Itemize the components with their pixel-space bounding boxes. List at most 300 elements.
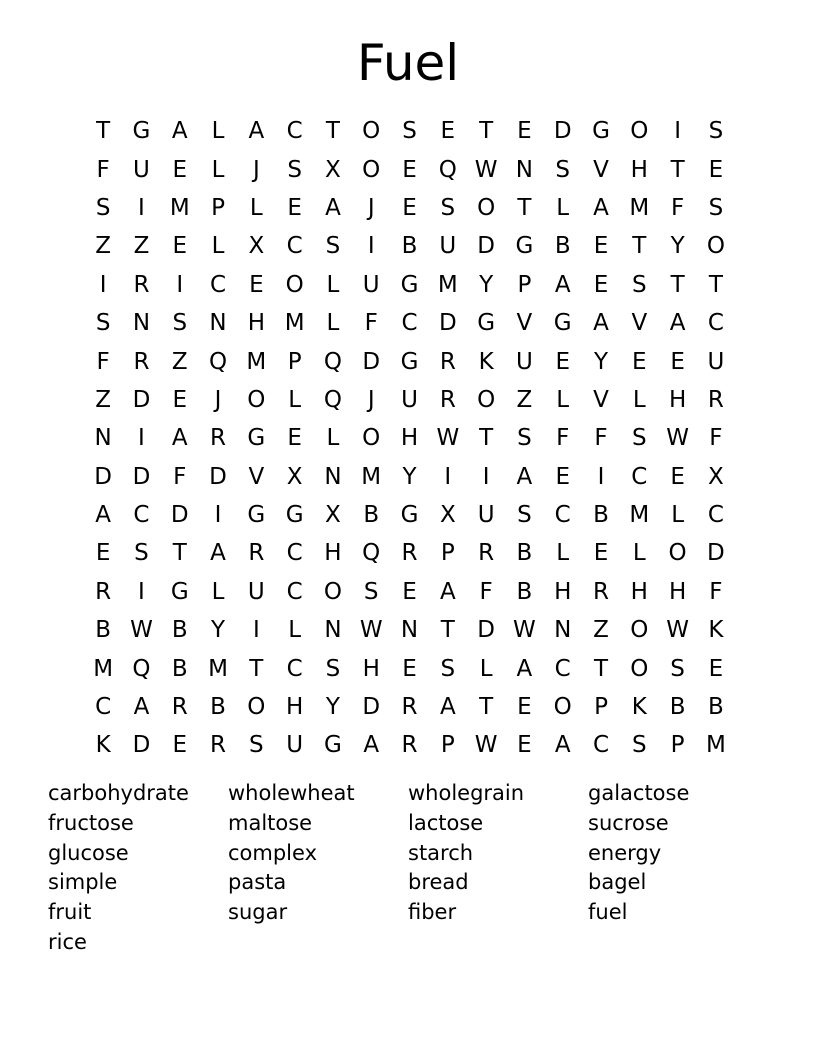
grid-letter: D: [132, 732, 151, 759]
grid-letter: W: [474, 732, 498, 759]
grid-letter: E: [593, 233, 609, 260]
grid-letter: B: [554, 233, 571, 260]
grid-letter: N: [554, 617, 572, 644]
grid-letter: T: [249, 655, 264, 682]
word-bank-item: bread: [408, 870, 469, 895]
grid-letter: Q: [438, 156, 457, 183]
grid-letter: G: [247, 425, 266, 452]
word-bank-item: glucose: [48, 840, 129, 865]
grid-letter: Z: [95, 233, 112, 260]
grid-letter: N: [209, 310, 227, 337]
word-bank-item: complex: [228, 840, 317, 865]
word-bank-item: galactose: [588, 781, 690, 805]
grid-letter: S: [670, 655, 685, 682]
grid-letter: O: [362, 118, 381, 145]
grid-letter: C: [592, 732, 610, 759]
grid-letter: W: [666, 617, 689, 644]
grid-row: [84, 611, 735, 649]
grid-letter: P: [594, 694, 608, 721]
grid-letter: Z: [593, 617, 609, 644]
grid-letter: R: [248, 540, 265, 567]
grid-row: [84, 649, 735, 687]
grid-letter: H: [630, 156, 648, 183]
grid-letter: U: [247, 578, 265, 605]
grid-letter: S: [134, 540, 149, 567]
grid-letter: D: [170, 502, 189, 529]
grid-letter: B: [171, 655, 188, 682]
grid-letter: D: [438, 310, 457, 337]
grid-letter: X: [439, 502, 456, 529]
grid-letter: H: [668, 386, 687, 413]
grid-letter: C: [286, 118, 303, 145]
grid-letter: S: [325, 233, 341, 260]
grid-letter: T: [517, 194, 532, 221]
grid-letter: G: [324, 732, 342, 759]
grid-letter: Y: [211, 617, 226, 644]
grid-letter: D: [362, 694, 381, 721]
grid-letter: L: [632, 540, 646, 567]
grid-letter: R: [401, 694, 418, 721]
grid-letter: X: [325, 156, 341, 183]
grid-letter: H: [362, 655, 380, 682]
grid-letter: E: [708, 156, 724, 183]
grid-letter: Y: [593, 348, 609, 375]
grid-letter: L: [556, 194, 570, 221]
grid-letter: A: [593, 310, 609, 337]
grid-letter: B: [171, 617, 188, 644]
grid-letter: U: [477, 502, 495, 529]
grid-letter: Y: [479, 271, 494, 298]
grid-letter: O: [477, 194, 496, 221]
grid-letter: M: [705, 732, 726, 759]
grid-letter: Y: [402, 463, 417, 490]
grid-letter: L: [479, 655, 493, 682]
grid-letter: D: [209, 463, 227, 490]
grid-letter: O: [247, 694, 266, 721]
grid-letter: W: [474, 156, 498, 183]
grid-letter: B: [516, 578, 533, 605]
word-bank-item: fructose: [48, 810, 134, 835]
grid-letter: S: [517, 425, 532, 452]
grid-letter: P: [440, 540, 455, 567]
grid-letter: I: [482, 463, 490, 490]
grid-row: [84, 726, 735, 764]
grid-letter: B: [708, 694, 724, 721]
grid-letter: T: [593, 655, 609, 682]
grid-letter: M: [246, 348, 267, 375]
grid-letter: C: [286, 655, 303, 682]
grid-letter: C: [631, 463, 648, 490]
grid-letter: F: [96, 348, 110, 375]
grid-letter: O: [477, 386, 496, 413]
word-bank-item: simple: [48, 870, 118, 895]
grid-letter: M: [361, 463, 382, 490]
grid-letter: B: [95, 617, 112, 644]
grid-letter: M: [629, 194, 650, 221]
grid-letter: G: [553, 310, 572, 337]
grid-letter: S: [440, 194, 456, 221]
grid-letter: L: [632, 386, 646, 413]
grid-letter: S: [632, 271, 647, 298]
grid-letter: T: [325, 118, 340, 145]
grid-letter: T: [708, 271, 723, 298]
grid-letter: S: [402, 118, 417, 145]
grid-letter: K: [95, 732, 111, 759]
grid-letter: R: [439, 348, 456, 375]
grid-letter: A: [669, 310, 686, 337]
grid-letter: N: [400, 617, 419, 644]
grid-letter: C: [286, 540, 303, 567]
grid-letter: S: [95, 194, 111, 221]
grid-row: [84, 150, 735, 188]
grid-letter: M: [437, 271, 458, 298]
grid-letter: T: [632, 233, 647, 260]
grid-letter: E: [402, 156, 417, 183]
word-bank-item: maltose: [228, 810, 313, 835]
grid-letter: G: [247, 502, 266, 529]
grid-letter: H: [285, 694, 304, 721]
grid-letter: R: [210, 425, 227, 452]
grid-letter: L: [556, 540, 570, 567]
grid-letter: L: [326, 425, 340, 452]
grid-letter: P: [670, 732, 685, 759]
grid-letter: N: [324, 617, 342, 644]
grid-letter: Q: [323, 348, 342, 375]
grid-letter: F: [709, 425, 723, 452]
word-bank-item: fiber: [408, 900, 457, 925]
grid-row: [84, 189, 735, 227]
grid-letter: V: [593, 156, 609, 183]
grid-letter: A: [171, 425, 188, 452]
grid-letter: C: [707, 502, 724, 529]
grid-letter: Z: [95, 386, 112, 413]
grid-letter: E: [402, 578, 417, 605]
grid-letter: S: [708, 118, 724, 145]
grid-letter: S: [517, 502, 532, 529]
grid-letter: K: [708, 617, 724, 644]
grid-letter: D: [362, 348, 381, 375]
grid-letter: D: [707, 540, 725, 567]
grid-letter: S: [632, 425, 647, 452]
word-bank-item: wholewheat: [228, 781, 355, 805]
grid-letter: A: [95, 502, 112, 529]
grid-letter: C: [401, 310, 418, 337]
grid-letter: E: [172, 233, 188, 260]
grid-letter: I: [138, 578, 145, 605]
word-bank-item: sugar: [228, 900, 288, 925]
grid-letter: R: [171, 694, 188, 721]
grid-letter: L: [288, 386, 302, 413]
grid-letter: L: [556, 386, 570, 413]
grid-letter: I: [597, 463, 605, 490]
grid-letter: H: [400, 425, 419, 452]
grid-letter: E: [287, 194, 302, 221]
grid-letter: S: [363, 578, 379, 605]
grid-row: [84, 573, 735, 611]
grid-letter: X: [708, 463, 724, 490]
grid-letter: I: [214, 502, 222, 529]
grid-letter: F: [364, 310, 378, 337]
grid-letter: V: [593, 386, 609, 413]
grid-letter: E: [670, 348, 685, 375]
grid-letter: M: [629, 502, 650, 529]
grid-letter: V: [516, 310, 533, 337]
grid-row: [84, 304, 735, 342]
grid-letter: W: [130, 617, 153, 644]
grid-letter: H: [668, 578, 687, 605]
grid-letter: A: [516, 463, 533, 490]
grid-letter: Q: [323, 386, 342, 413]
grid-letter: H: [324, 540, 342, 567]
grid-row: [84, 534, 735, 572]
grid-letter: L: [249, 194, 263, 221]
grid-letter: G: [477, 310, 496, 337]
grid-letter: D: [553, 118, 572, 145]
grid-letter: C: [554, 655, 571, 682]
grid-letter: Z: [516, 386, 533, 413]
grid-letter: A: [325, 194, 341, 221]
grid-letter: A: [171, 118, 188, 145]
grid-letter: B: [401, 233, 418, 260]
grid-letter: U: [133, 156, 150, 183]
grid-letter: E: [172, 386, 188, 413]
grid-letter: U: [707, 348, 725, 375]
grid-letter: R: [401, 732, 418, 759]
grid-letter: P: [517, 271, 532, 298]
grid-letter: G: [515, 233, 534, 260]
word-bank-item: carbohydrate: [48, 781, 189, 805]
word-bank-item: sucrose: [588, 810, 669, 835]
grid-letter: I: [138, 425, 145, 452]
grid-letter: Y: [325, 694, 340, 721]
grid-letter: U: [401, 386, 418, 413]
grid-letter: J: [214, 386, 222, 413]
grid-letter: O: [668, 540, 687, 567]
grid-row: [84, 496, 735, 534]
grid-letter: A: [593, 194, 609, 221]
grid-letter: S: [95, 310, 111, 337]
grid-letter: I: [367, 233, 375, 260]
grid-letter: A: [133, 694, 150, 721]
grid-letter: I: [176, 271, 184, 298]
grid-letter: M: [169, 194, 190, 221]
grid-letter: P: [211, 194, 225, 221]
grid-letter: Q: [208, 348, 228, 375]
grid-letter: F: [594, 425, 608, 452]
grid-letter: N: [515, 156, 534, 183]
grid-letter: P: [440, 732, 455, 759]
grid-letter: W: [513, 617, 536, 644]
grid-letter: T: [479, 118, 494, 145]
word-bank-item: lactose: [408, 810, 484, 835]
word-bank: [48, 779, 768, 958]
grid-letter: Q: [132, 655, 151, 682]
grid-letter: F: [479, 578, 493, 605]
grid-letter: E: [517, 694, 532, 721]
grid-letter: V: [248, 463, 265, 490]
grid-letter: A: [554, 732, 571, 759]
grid-letter: E: [172, 156, 188, 183]
grid-letter: D: [477, 233, 495, 260]
grid-row: [84, 688, 735, 726]
grid-letter: O: [706, 233, 725, 260]
grid-letter: R: [593, 578, 609, 605]
grid-letter: D: [132, 386, 151, 413]
grid-letter: T: [479, 694, 494, 721]
word-bank-item: rice: [48, 929, 87, 954]
grid-letter: N: [94, 425, 112, 452]
grid-letter: Z: [171, 348, 188, 375]
grid-letter: J: [367, 386, 375, 413]
grid-letter: E: [632, 348, 647, 375]
grid-letter: I: [444, 463, 452, 490]
grid-letter: L: [211, 156, 225, 183]
grid-letter: D: [477, 617, 495, 644]
grid-letter: L: [211, 578, 225, 605]
puzzle-title: Fuel: [356, 34, 460, 92]
grid-letter: A: [248, 118, 265, 145]
grid-letter: G: [400, 271, 419, 298]
grid-letter: E: [593, 271, 609, 298]
grid-letter: S: [287, 156, 302, 183]
grid-letter: T: [440, 617, 455, 644]
grid-letter: E: [172, 732, 188, 759]
word-bank-item: wholegrain: [408, 781, 525, 805]
grid-letter: C: [286, 578, 303, 605]
grid-letter: C: [286, 233, 303, 260]
grid-letter: E: [402, 655, 417, 682]
grid-letter: C: [707, 310, 724, 337]
grid-letter: M: [284, 310, 305, 337]
grid-letter: H: [554, 578, 572, 605]
grid-letter: M: [93, 655, 114, 682]
grid-letter: L: [211, 118, 225, 145]
grid-letter: T: [96, 118, 111, 145]
grid-letter: O: [362, 156, 381, 183]
grid-letter: O: [323, 578, 342, 605]
grid-letter: B: [363, 502, 380, 529]
grid-letter: S: [708, 194, 724, 221]
grid-letter: C: [210, 271, 227, 298]
grid-letter: E: [670, 463, 685, 490]
grid-letter: R: [133, 348, 150, 375]
grid-letter: T: [670, 271, 685, 298]
grid-letter: X: [286, 463, 303, 490]
grid-letter: Q: [362, 540, 381, 567]
grid-row: [84, 266, 735, 304]
grid-letter: A: [554, 271, 571, 298]
grid-letter: X: [248, 233, 265, 260]
letter-grid: [84, 112, 735, 765]
grid-letter: G: [132, 118, 151, 145]
grid-letter: A: [210, 540, 226, 567]
grid-letter: S: [555, 156, 571, 183]
grid-letter: R: [401, 540, 418, 567]
grid-letter: T: [670, 156, 685, 183]
grid-letter: B: [669, 694, 686, 721]
grid-letter: R: [95, 578, 112, 605]
word-bank-item: fruit: [48, 900, 92, 925]
grid-letter: M: [208, 655, 228, 682]
grid-letter: E: [517, 118, 532, 145]
grid-letter: A: [439, 694, 456, 721]
grid-letter: A: [363, 732, 380, 759]
grid-letter: X: [325, 502, 341, 529]
grid-letter: O: [247, 386, 266, 413]
grid-letter: N: [132, 310, 151, 337]
grid-letter: F: [173, 463, 187, 490]
grid-letter: G: [400, 502, 419, 529]
grid-letter: J: [367, 194, 375, 221]
grid-letter: S: [172, 310, 188, 337]
grid-letter: I: [674, 118, 681, 145]
grid-row: [84, 342, 735, 380]
grid-letter: L: [288, 617, 302, 644]
grid-letter: D: [132, 463, 151, 490]
grid-letter: C: [133, 502, 150, 529]
grid-row: [84, 381, 735, 419]
grid-letter: R: [133, 271, 150, 298]
grid-letter: H: [247, 310, 265, 337]
grid-letter: E: [517, 732, 532, 759]
grid-letter: S: [632, 732, 647, 759]
grid-letter: V: [631, 310, 648, 337]
grid-letter: W: [666, 425, 689, 452]
word-bank-item: bagel: [588, 870, 647, 895]
grid-letter: F: [556, 425, 570, 452]
grid-row: [84, 112, 735, 150]
grid-letter: F: [96, 156, 110, 183]
grid-letter: O: [630, 118, 649, 145]
grid-letter: A: [516, 655, 533, 682]
grid-letter: N: [324, 463, 342, 490]
grid-letter: L: [326, 271, 340, 298]
grid-letter: R: [439, 386, 456, 413]
grid-letter: I: [252, 617, 260, 644]
grid-letter: D: [94, 463, 112, 490]
grid-letter: U: [286, 732, 304, 759]
grid-letter: G: [400, 348, 419, 375]
grid-letter: F: [670, 194, 685, 221]
grid-letter: E: [287, 425, 302, 452]
grid-letter: S: [249, 732, 264, 759]
grid-row: [84, 458, 735, 496]
grid-letter: I: [138, 194, 145, 221]
grid-letter: W: [436, 425, 460, 452]
grid-letter: B: [210, 694, 226, 721]
grid-letter: G: [170, 578, 189, 605]
grid-letter: U: [515, 348, 533, 375]
grid-row: [84, 419, 735, 457]
word-bank-item: energy: [588, 840, 662, 865]
grid-letter: C: [95, 694, 112, 721]
grid-letter: K: [478, 348, 494, 375]
grid-letter: U: [439, 233, 457, 260]
grid-letter: B: [593, 502, 609, 529]
grid-letter: L: [671, 502, 685, 529]
grid-letter: S: [440, 655, 456, 682]
grid-letter: R: [478, 540, 495, 567]
grid-letter: P: [287, 348, 302, 375]
grid-letter: E: [249, 271, 264, 298]
grid-letter: R: [210, 732, 227, 759]
grid-letter: K: [631, 694, 647, 721]
grid-letter: O: [630, 655, 649, 682]
grid-letter: G: [285, 502, 304, 529]
word-bank-item: pasta: [228, 870, 287, 895]
grid-letter: R: [707, 386, 724, 413]
grid-letter: B: [516, 540, 533, 567]
